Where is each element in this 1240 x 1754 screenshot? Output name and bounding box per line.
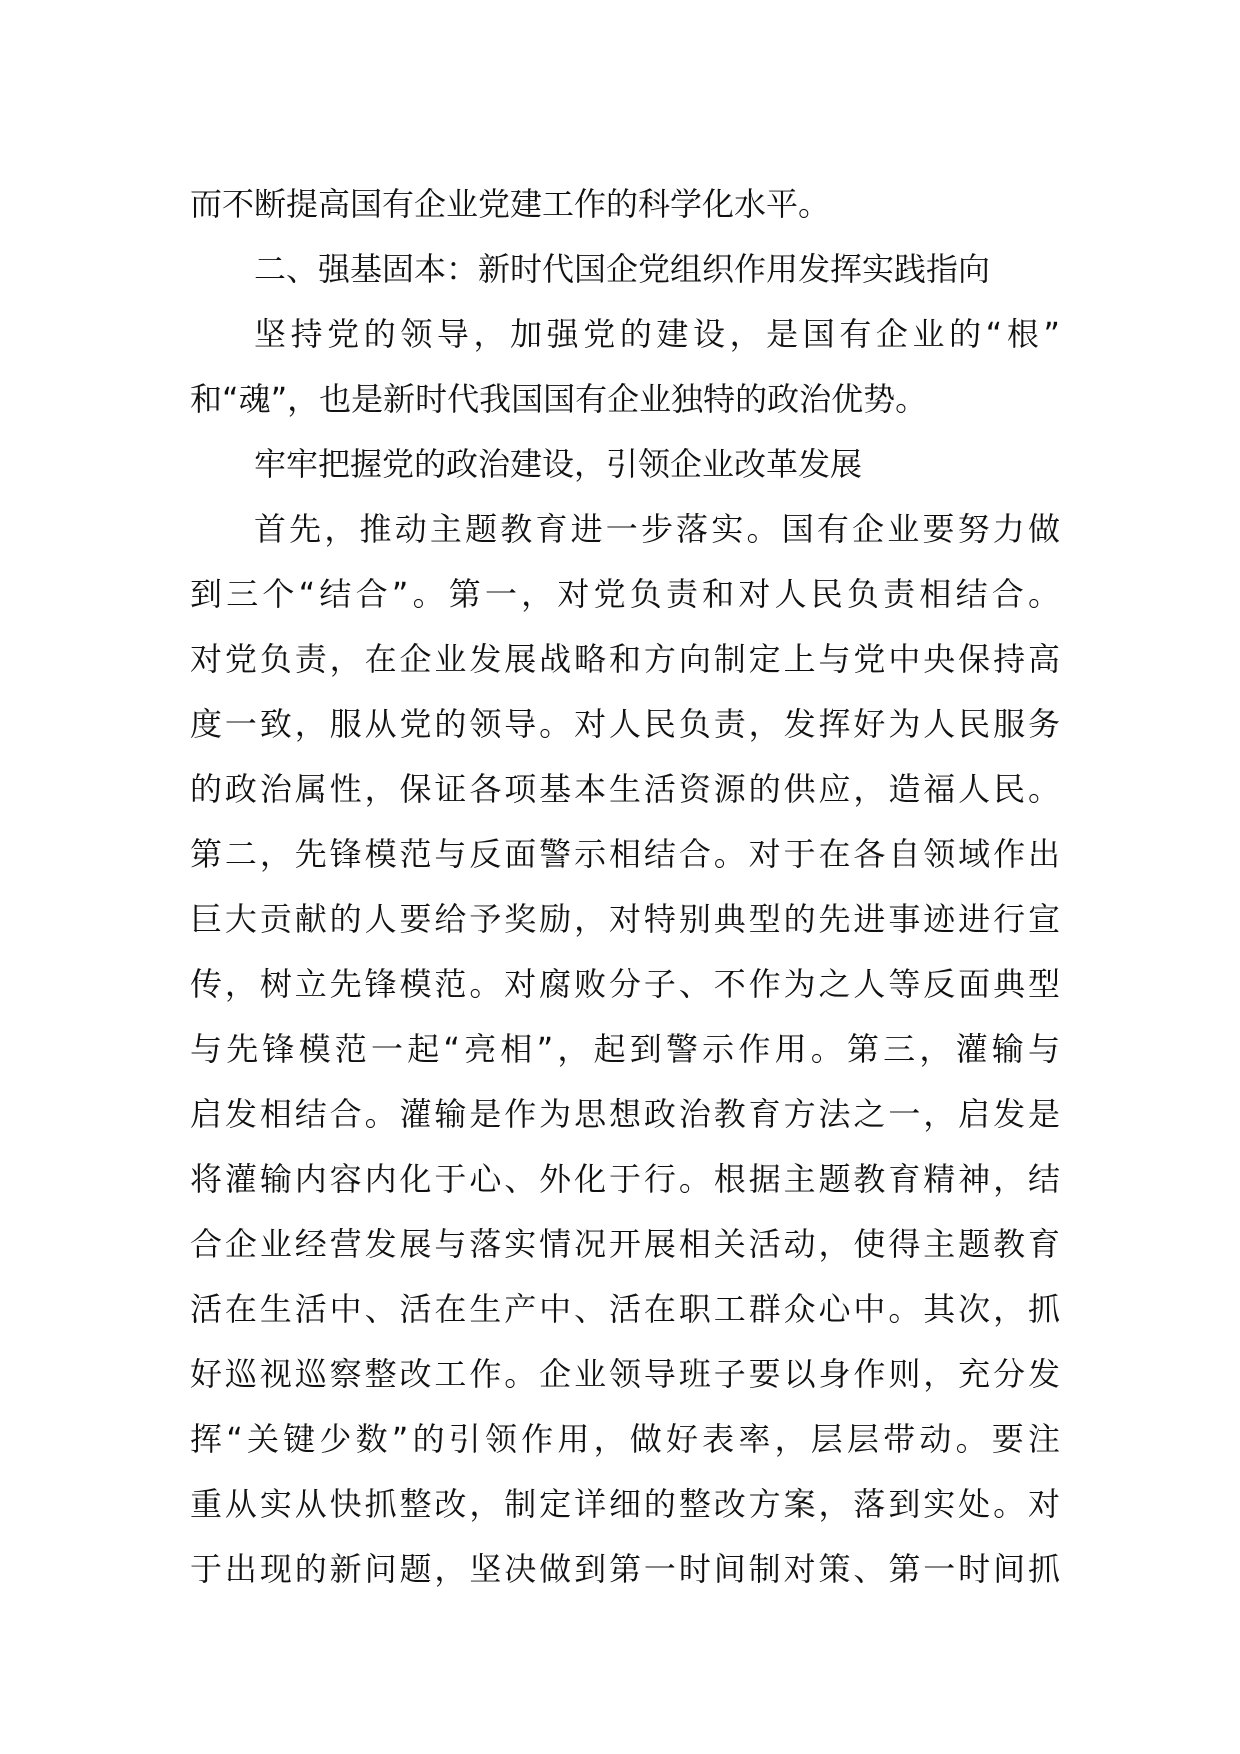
paragraph-line: 与先锋模范一起“亮相”，起到警示作用。第三，灌输与 <box>190 1030 1060 1068</box>
paragraph-line: 巨大贡献的人要给予奖励，对特别典型的先进事迹进行宣 <box>190 900 1060 938</box>
paragraph-line: 于出现的新问题，坚决做到第一时间制对策、第一时间抓 <box>190 1550 1060 1588</box>
paragraph-line: 启发相结合。灌输是作为思想政治教育方法之一，启发是 <box>190 1095 1060 1133</box>
paragraph-line: 而不断提高国有企业党建工作的科学化水平。 <box>190 185 831 223</box>
paragraph-line: 的政治属性，保证各项基本生活资源的供应，造福人民。 <box>190 770 1060 808</box>
paragraph-line: 到三个“结合”。第一，对党负责和对人民负责相结合。 <box>190 575 1060 613</box>
paragraph-line: 对党负责，在企业发展战略和方向制定上与党中央保持高 <box>190 640 1060 678</box>
paragraph-line: 传，树立先锋模范。对腐败分子、不作为之人等反面典型 <box>190 965 1060 1003</box>
section-heading: 二、强基固本：新时代国企党组织作用发挥实践指向 <box>254 250 991 288</box>
document-body <box>190 172 1060 1602</box>
paragraph-line: 将灌输内容内化于心、外化于行。根据主题教育精神，结 <box>190 1160 1060 1198</box>
paragraph-line: 活在生活中、活在生产中、活在职工群众心中。其次，抓 <box>190 1290 1060 1328</box>
subsection-heading: 牢牢把握党的政治建设，引领企业改革发展 <box>254 445 863 483</box>
paragraph-line: 度一致，服从党的领导。对人民负责，发挥好为人民服务 <box>190 705 1060 743</box>
paragraph-line: 第二，先锋模范与反面警示相结合。对于在各自领域作出 <box>190 835 1060 873</box>
paragraph-line: 重从实从快抓整改，制定详细的整改方案，落到实处。对 <box>190 1485 1060 1523</box>
paragraph-line: 合企业经营发展与落实情况开展相关活动，使得主题教育 <box>190 1225 1060 1263</box>
paragraph-line: 首先，推动主题教育进一步落实。国有企业要努力做 <box>254 510 1060 548</box>
paragraph-line: 好巡视巡察整改工作。企业领导班子要以身作则，充分发 <box>190 1355 1060 1393</box>
paragraph-line: 和“魂”，也是新时代我国国有企业独特的政治优势。 <box>190 380 928 418</box>
paragraph-line: 挥“关键少数”的引领作用，做好表率，层层带动。要注 <box>190 1420 1060 1458</box>
paragraph-line: 坚持党的领导，加强党的建设，是国有企业的“根” <box>254 315 1060 353</box>
